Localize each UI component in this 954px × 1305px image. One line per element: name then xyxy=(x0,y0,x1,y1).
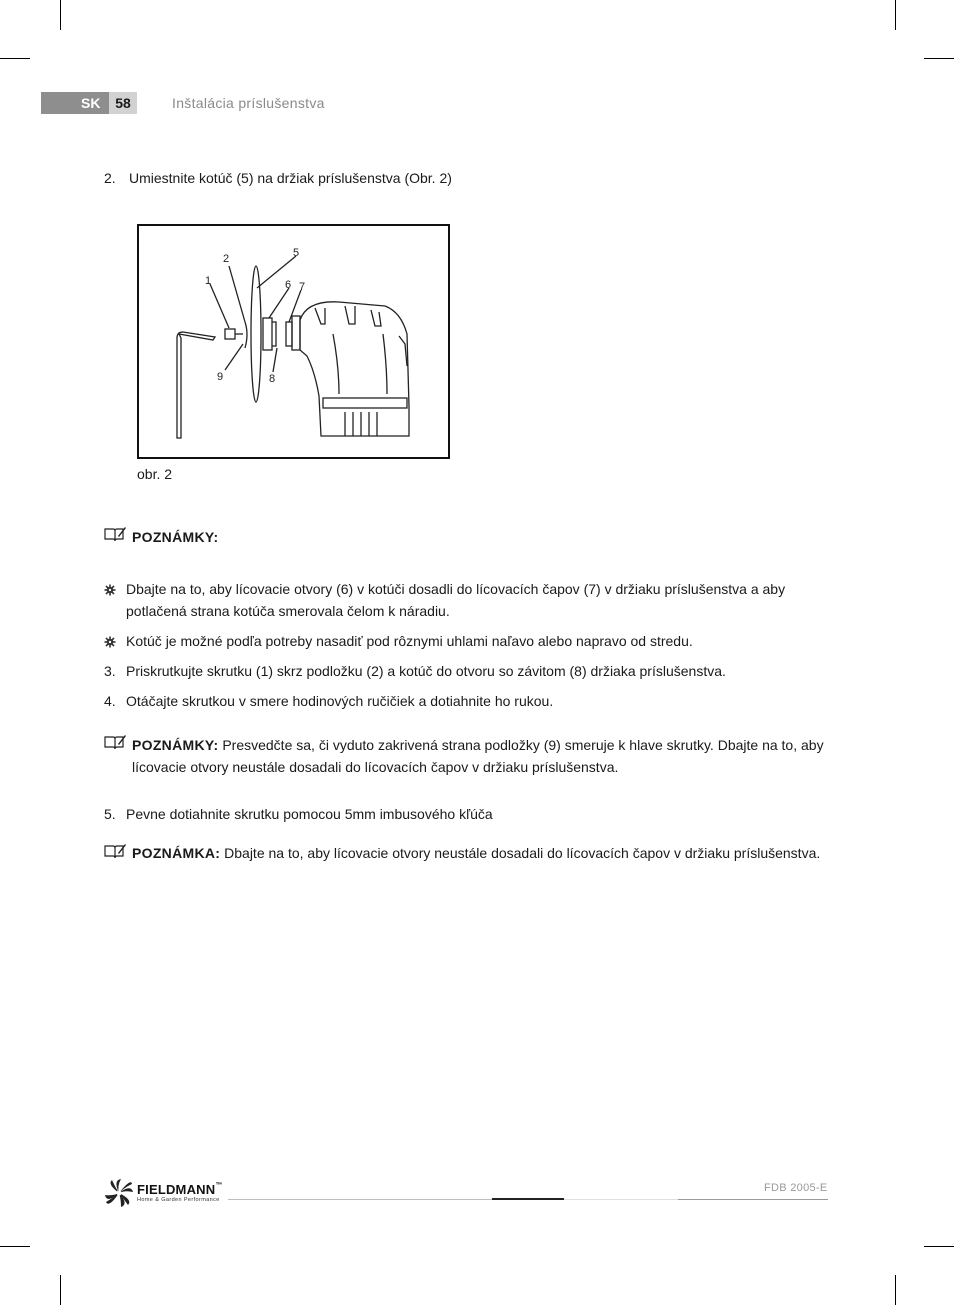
footer-rule xyxy=(678,1199,828,1200)
screw xyxy=(225,329,235,339)
crop-mark xyxy=(0,58,30,59)
note-book-pencil-icon xyxy=(104,526,126,542)
notes-heading: POZNÁMKY: xyxy=(132,737,219,753)
callout-label: 9 xyxy=(217,371,224,383)
language-badge: SK xyxy=(41,92,109,114)
footer-rule xyxy=(228,1199,492,1200)
step-number: 2. xyxy=(104,170,116,186)
crop-mark xyxy=(924,1246,954,1247)
step-text: Otáčajte skrutkou v smere hodinových ručičiek a dotiahnite ho rukou. xyxy=(126,693,554,709)
callout-label: 2 xyxy=(223,253,230,265)
crop-mark xyxy=(0,1246,30,1247)
trademark: ™ xyxy=(215,1182,223,1189)
callout-label: 7 xyxy=(299,281,306,293)
note-text: Dbajte na to, aby lícovacie otvory neustále dosadali do lícovacích čapov v držiaku príslušenstva. xyxy=(224,845,821,861)
brand-logo xyxy=(103,1178,228,1208)
note-text: Presvedčte sa, či vyduto zakrivená strana podložky (9) smeruje k hlave skrutky. Dbajte na to, aby lícovacie otvory neustále dosadali do lícovacích čapov v držiaku príslušenstva. xyxy=(132,737,824,775)
step-number: 4. xyxy=(104,693,116,709)
note-book-pencil-icon xyxy=(104,843,126,859)
bullet-text: Kotúč je možné podľa potreby nasadiť pod rôznymi uhlami naľavo alebo napravo od stredu. xyxy=(126,633,693,649)
callout-label: 6 xyxy=(285,279,292,291)
crop-mark xyxy=(924,58,954,59)
model-code: FDB 2005-E xyxy=(764,1182,828,1194)
note-book-pencil-icon xyxy=(104,734,126,750)
step-number: 5. xyxy=(104,806,116,822)
footer-rule xyxy=(564,1199,678,1200)
crop-mark xyxy=(895,0,896,30)
section-title: Inštalácia príslušenstva xyxy=(172,95,325,111)
crop-mark xyxy=(60,1275,61,1305)
callout-label: 8 xyxy=(269,373,276,385)
figure-diagram xyxy=(137,224,450,459)
note-paragraph xyxy=(132,734,828,778)
step-number: 3. xyxy=(104,663,116,679)
note-paragraph xyxy=(132,842,828,864)
bullet-text: Dbajte na to, aby lícovacie otvory (6) v kotúči dosadli do lícovacích čapov (7) v držiaku príslušenstva a aby potlačená strana kotúča smerovala čelom k náradiu. xyxy=(126,581,786,619)
step-text: Pevne dotiahnite skrutku pomocou 5mm imbusového kľúča xyxy=(126,806,493,822)
flange xyxy=(263,318,272,350)
holder xyxy=(286,322,292,346)
figure-caption: obr. 2 xyxy=(137,466,173,482)
brand-name: FIELDMANN xyxy=(137,1182,216,1197)
step-text: Priskrutkujte skrutku (1) skrz podložku (2) a kotúč do otvoru so závitom (8) držiaka príslušenstva. xyxy=(126,663,726,679)
washer xyxy=(245,322,247,348)
hex-key xyxy=(177,332,215,438)
crop-mark xyxy=(60,0,61,30)
notes-heading: POZNÁMKA: xyxy=(132,845,221,861)
footer-rule xyxy=(492,1198,564,1200)
gear-bullet-icon xyxy=(104,636,116,648)
brand-tagline: Home & Garden Performance xyxy=(137,1197,220,1203)
callout-label: 5 xyxy=(293,247,300,259)
step-text: Umiestnite kotúč (5) na držiak príslušenstva (Obr. 2) xyxy=(129,170,452,186)
tool-illustration xyxy=(139,226,448,457)
crop-mark xyxy=(895,1275,896,1305)
callout-label: 1 xyxy=(205,275,212,287)
gear-bullet-icon xyxy=(104,584,116,596)
page-number: 58 xyxy=(109,92,137,114)
fieldmann-swirl-logo xyxy=(103,1178,135,1208)
notes-heading: POZNÁMKY: xyxy=(132,529,219,545)
